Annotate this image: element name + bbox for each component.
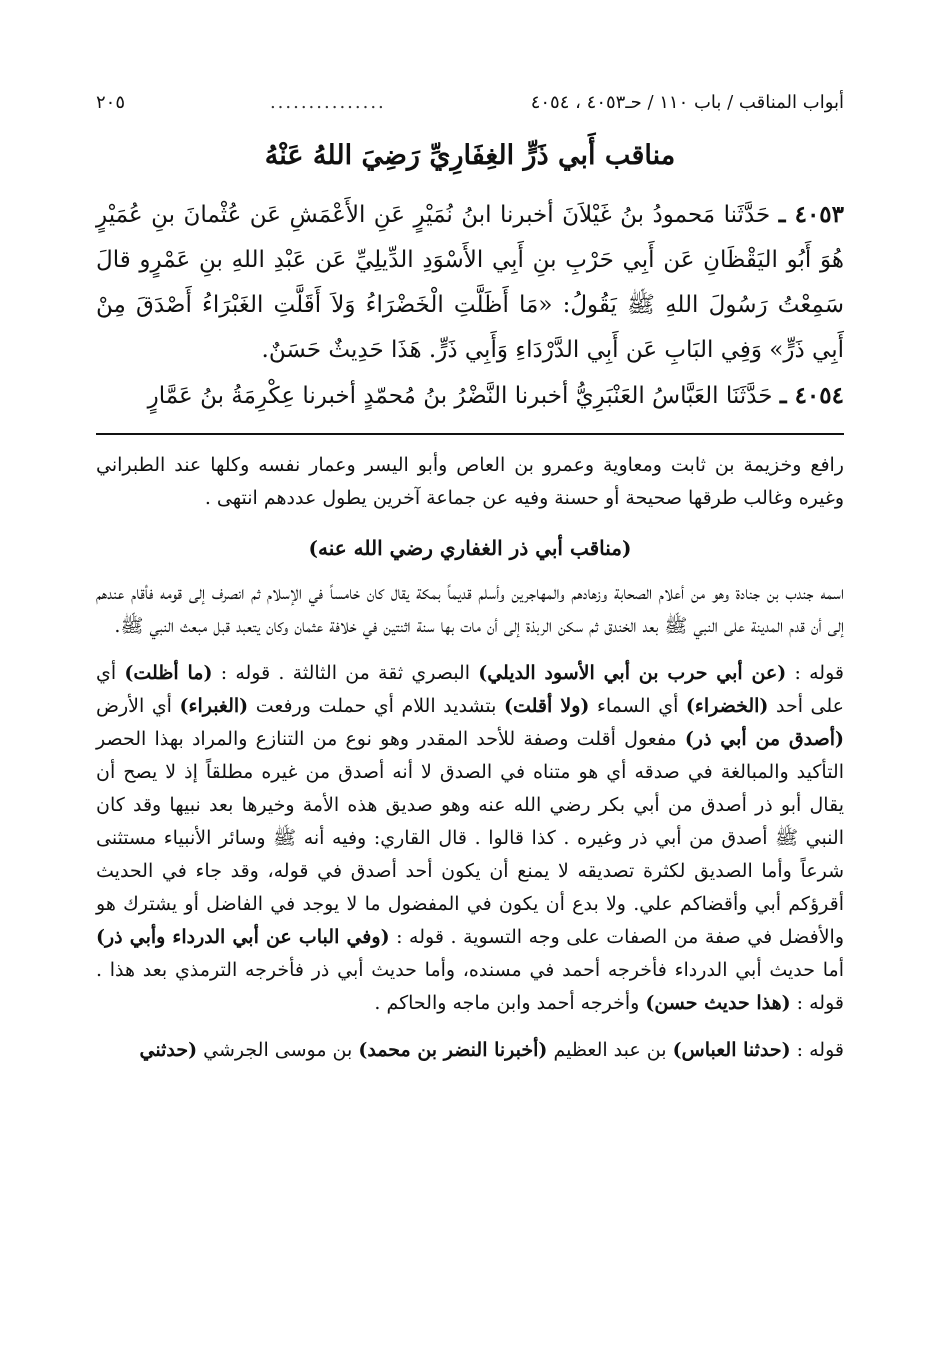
commentary-paragraph <box>96 1034 844 1067</box>
commentary-bold: (ولا أقلت) <box>503 695 590 717</box>
hadith-number: ٤٠٥٣ ـ <box>778 201 845 228</box>
commentary-text: قوله : <box>786 662 844 684</box>
hadith-number: ٤٠٥٤ ـ <box>779 382 844 409</box>
commentary-paragraph: رافع وخزيمة بن ثابت ومعاوية وعمرو بن العاص وأبو اليسر وعمار نفسه وكلها عند الطبراني وغيره وغالب طرقها صحيحة أو حسنة وفيه عن جماعة آخرين يطول عددهم انتهى . <box>96 454 844 509</box>
commentary-bold: (وفي الباب عن أبي الدرداء وأبي ذر) <box>96 926 390 948</box>
commentary-bold: (حدثني <box>139 1039 198 1061</box>
commentary-paragraph <box>96 657 844 1020</box>
commentary-text: أي على أحد <box>96 662 844 717</box>
commentary-paragraph: اسمه جندب بن جنادة وهو من أعلام الصحابة وزهادهم والمهاجرين وأسلم قديماً بمكة يقال كان خامساً في الإسلام ثم انصرف إلى قومه فأقام عندهم إلى أن قدم المدينة على النبي ﷺ بعد الخندق ثم سكن الربذة إلى أن مات بها سنة اثنتين في خلافة عثمان وكان يتعبد قبل مبعث النبي ﷺ. <box>96 582 844 637</box>
commentary-text: بن عبد العظيم <box>547 1039 673 1061</box>
hadith-4054 <box>96 373 844 419</box>
commentary-subtitle: (مناقب أبي ذر الغفاري رضي الله عنه) <box>308 536 632 560</box>
commentary-bold: (الغبراء) <box>179 695 249 717</box>
hadith-4053 <box>96 192 844 373</box>
commentary-bold: (أخبرنا النضر بن محمد) <box>358 1039 548 1061</box>
commentary-text: بتشديد اللام أي حملت ورفعت <box>248 695 504 717</box>
running-head-title: أبواب المناقب / باب ١١٠ / حـ٤٠٥٣ ، ٤٠٥٤ <box>530 92 844 113</box>
spacer <box>96 1020 844 1034</box>
running-head <box>96 88 844 118</box>
commentary-bold: (أصدق من أبي ذر) <box>684 728 844 750</box>
commentary-text: وأخرجه أحمد وابن ماجه والحاكم . <box>374 992 646 1014</box>
commentary-text: بن موسى الجرشي <box>197 1039 359 1061</box>
commentary-bold: (هذا حديث حسن) <box>645 992 791 1014</box>
commentary-text: قوله : <box>790 1039 844 1061</box>
commentary-text: أي الأرض <box>96 695 180 717</box>
page-number: ٢٠٥ <box>96 92 126 113</box>
commentary-text: البصري ثقة من الثالثة . قوله : <box>212 662 479 684</box>
footnote-divider <box>96 433 844 435</box>
hadith-text: حَدَّثَنَا العَبَّاسُ العَنْبَرِيُّ أخبرنا النَّضْرُ بنُ مُحمّدٍ أخبرنا عِكْرِمَةُ بنُ عَمَّارٍ <box>147 383 773 409</box>
running-head-dots: ............... <box>269 92 386 113</box>
commentary-bold: (عن أبي حرب بن أبي الأسود الديلي) <box>478 662 787 684</box>
spacer <box>96 643 844 657</box>
commentary-text: أما حديث أبي الدرداء فأخرجه أحمد في مسنده، وأما حديث أبي ذر فأخرجه الترمذي بعد هذا . قوله : <box>96 959 844 1014</box>
chapter-title: مناقب أَبي ذَرٍّ الغِفَارِيِّ رَضِيَ اللهُ عَنْهُ <box>264 140 676 171</box>
commentary-bold: (حدثنا العباس) <box>672 1039 791 1061</box>
commentary-text: أي السماء <box>589 695 686 717</box>
commentary-text: مفعول أقلت وصفة للأحد المقدر وهو نوع من التنازع والمراد بهذا الحصر التأكيد والمبالغة في صدقه أي هو متناه في الصدق لا أنه أصدق من غيره مطلقاً إذ لا يصح أن يقال أبو ذر أصدق من أبي بكر رضي الله عنه وهو صديق هذه الأمة وخيرها بعد نبيها وقد كان النبي ﷺ أصدق من أبي ذر وغيره . كذا قالوا . قال القاري: وفيه أنه ﷺ وسائر الأنبياء مستثنى شرعاً وأما الصديق لكثرة تصديقه لا يمنع أن يكون أحد أصدق في قوله، وقد جاء في الحديث أقرؤكم أبي وأقضاكم علي. ولا بدع أن يكون في المفضول ما لا يوجد في الفاضل أو يشترك هو والأفضل في صفة من الصفات على وجه التسوية . قوله : <box>96 728 844 948</box>
commentary-bold: (الخضراء) <box>685 695 769 717</box>
hadith-text: حَدَّثَنا مَحمودُ بنُ غَيْلاَنَ أخبرنا ابنُ نُمَيْرٍ عَنِ الأَعْمَشِ عَن عُثْمانَ بنِ عُمَيْرٍ هُوَ أَبُو اليَقْظَانِ عَن أَبِي حَرْبِ بنِ أَبِي الأَسْوَدِ الدِّيلِيِّ عَن عَبْدِ اللهِ بنِ عَمْرٍو قالَ سَمِعْتُ رَسُولَ اللهِ ﷺ يَقُولُ: «مَا أَظَلَّتِ الْخَضْرَاءُ وَلاَ أَقَلَّتِ الغَبْرَاءُ أَصْدَقَ مِنْ أَبِي ذَرٍّ» وَفِي البَابِ عَن أَبِي الدَّرْدَاءِ وَأَبِي ذَرٍّ. هَذَا حَدِيثٌ حَسَنٌ. <box>96 202 844 363</box>
commentary-bold: (ما أظلت) <box>124 662 213 684</box>
book-page <box>96 88 844 1328</box>
